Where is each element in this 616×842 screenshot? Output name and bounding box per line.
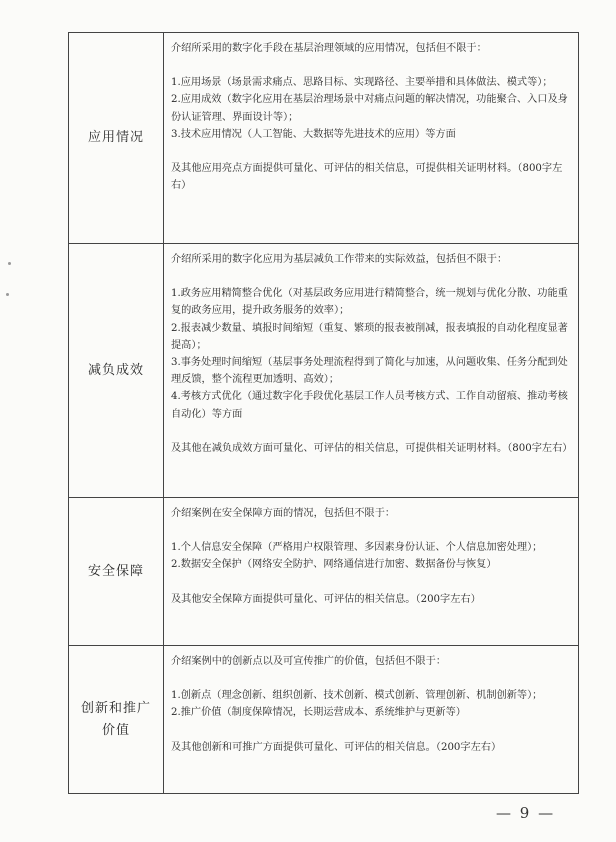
margin-mark (6, 293, 9, 296)
list-item: 3.技术应用情况（人工智能、大数据等先进技术的应用）等方面 (171, 128, 456, 140)
row-label-text: 创新和推广 (80, 700, 151, 716)
list-item: 1.创新点（理念创新、组织创新、技术创新、模式创新、管理创新、机制创新等）； (171, 690, 543, 702)
list-item: 2.推广价值（制度保障情况，长期运营成本、系统维护与更新等） (171, 707, 466, 719)
margin-mark (8, 262, 11, 265)
row-label-text: 减负成效 (87, 362, 144, 378)
intro-text: 介绍案例中的创新点以及可宣传推广的价值，包括但不限于： (171, 656, 447, 667)
row-content-security (164, 498, 579, 646)
row-label-security (69, 498, 164, 646)
table-row (69, 498, 579, 646)
row-label-burden-reduction (69, 244, 164, 498)
closing-text: 及其他应用亮点方面提供可量化、可评估的相关信息，可提供相关证明材料。（800字左右） (171, 163, 563, 192)
intro-text: 介绍所采用的数字化手段在基层治理领域的应用情况，包括但不限于： (171, 43, 487, 54)
row-label-text: 价值 (101, 722, 130, 738)
closing-text: 及其他安全保障方面提供可量化、可评估的相关信息。（200字左右） (171, 593, 481, 605)
intro-text: 介绍案例在安全保障方面的情况，包括但不限于： (171, 508, 396, 519)
row-label-innovation (69, 646, 164, 794)
row-label-application (69, 33, 164, 244)
row-content-burden-reduction (164, 244, 579, 498)
list-item: 2.应用成效（数字化应用在基层治理场景中对痛点问题的解决情况，功能聚合、入口及身份认证管理、界面设计等）； (171, 94, 568, 123)
list-item: 2.报表减少数量、填报时间缩短（重复、繁琐的报表被削减，报表填报的自动化程度显著提高）； (171, 322, 568, 351)
table-row (69, 244, 579, 498)
application-form-table (68, 32, 579, 794)
list-item: 3.事务处理时间缩短（基层事务处理流程得到了简化与加速，从问题收集、任务分配到处理反馈，整个流程更加透明、高效）； (171, 357, 568, 386)
table-row (69, 646, 579, 794)
list-item: 1.应用场景（场景需求痛点、思路目标、实现路径、主要举措和具体做法、模式等）； (171, 77, 553, 89)
row-content-innovation (164, 646, 579, 794)
row-label-text: 应用情况 (87, 130, 144, 145)
list-item: 1.政务应用精简整合优化（对基层政务应用进行精简整合，统一规划与优化分散、功能重复的政务应用，提升政务服务的效率）； (171, 288, 568, 317)
list-item: 1.个人信息安全保障（严格用户权限管理、多因素身份认证、个人信息加密处理）； (171, 542, 543, 554)
table-row (69, 33, 579, 244)
page-number: — 9 — (496, 804, 556, 822)
row-label-text: 安全保障 (87, 563, 144, 579)
intro-text: 介绍所采用的数字化应用为基层减负工作带来的实际效益，包括但不限于： (171, 254, 508, 265)
list-item: 4.考核方式优化（通过数字化手段优化基层工作人员考核方式、工作自动留痕、推动考核自动化）等方面 (171, 391, 568, 420)
row-content-application (164, 33, 579, 244)
list-item: 2.数据安全保护（网络安全防护、网络通信进行加密、数据备份与恢复） (171, 559, 497, 571)
closing-text: 及其他创新和可推广方面提供可量化、可评估的相关信息。（200字左右） (171, 741, 502, 753)
closing-text: 及其他在减负成效方面可量化、可评估的相关信息，可提供相关证明材料。（800字左右） (171, 442, 573, 454)
